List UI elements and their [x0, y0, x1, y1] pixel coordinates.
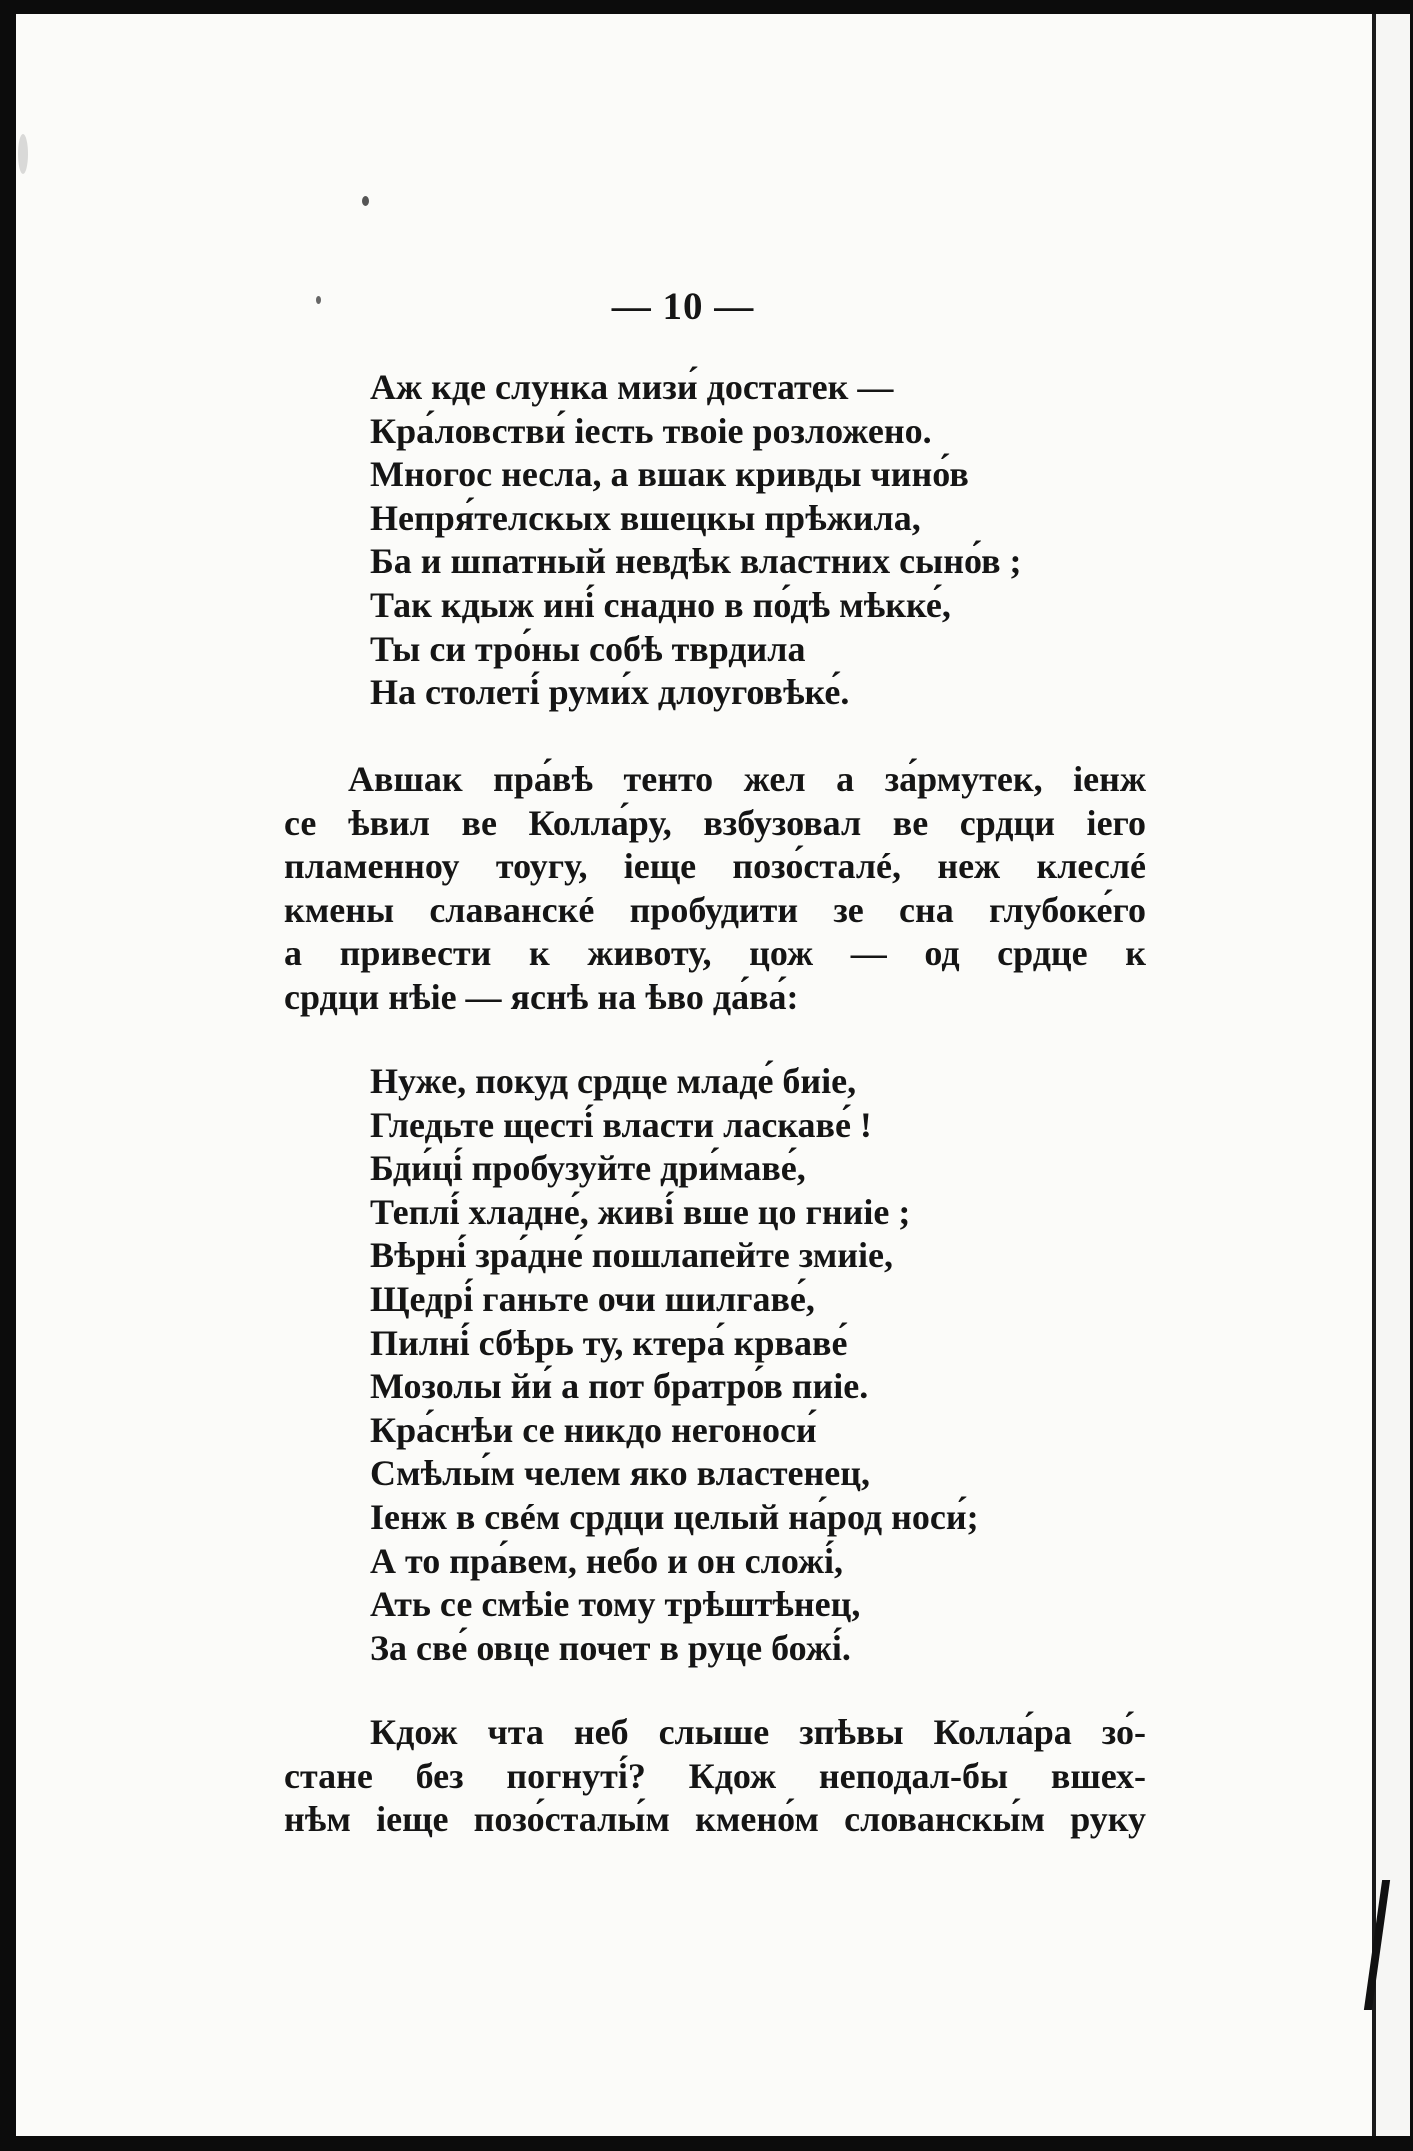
verse-line: Пилні́ сбѣрь ту, ктера́ крваве́ [370, 1322, 848, 1363]
verse-line: Непря́телскых вшецкы прѣжила, [370, 497, 921, 538]
verse-line: Ба и шпатный невдѣк властних сыно́в ; [370, 541, 1022, 582]
page-number: — 10 — [611, 285, 755, 328]
verse-line: Гледьте щесті́ власти ласкаве́ ! [370, 1104, 872, 1145]
prose-line: стане без погнуті́? Кдож неподал-бы вшех- [284, 1755, 1146, 1796]
verse-line: Аж кде слунка мизи́ достатек — [370, 367, 894, 407]
verse-line: Ать се смѣіе тому трѣштѣнец, [370, 1584, 861, 1625]
ink-speck [362, 196, 369, 206]
verse-line: Вѣрні́ зра́дне́ пошлапейте змиіе, [370, 1235, 893, 1276]
verse-line: Так кдыж ині́ снадно в по́дѣ мѣкке́, [370, 584, 951, 625]
adjacent-page-edge [1374, 14, 1410, 2136]
verse-line: Смѣлы́м челем яко властенец, [370, 1453, 870, 1494]
prose-line: Кдож чта неб слыше зпѣвы Колла́ра зо́- [370, 1712, 1146, 1752]
page-border [1372, 14, 1376, 2136]
verse-line: Кра́ловстви́ іесть твоіе розложено. [370, 410, 932, 451]
prose-line: срдци нѣіе — яснѣ на ѣво да́ва́: [284, 976, 799, 1017]
verse-line: Кра́снѣи се никдо негоноси́ [370, 1409, 817, 1450]
verse-line: Многос несла, а вшак кривды чино́в [370, 454, 969, 495]
prose-line: нѣм іеще позо́сталы́м кмено́м слованскы́м руку [284, 1799, 1146, 1840]
prose-line: пламенноу тоугу, іеще позо́сталé, неж клеслé [284, 846, 1146, 887]
scan-border [0, 2136, 1413, 2151]
scanned-page [16, 14, 1374, 2136]
prose-line: се ѣвил ве Колла́ру, взбузовал ве срдци іего [284, 802, 1146, 843]
prose-paragraph-2 [284, 1711, 1146, 1842]
verse-line: Ты си тро́ны собѣ тврдила [370, 628, 806, 669]
verse-line: Щедрі́ ганьте очи шилгаве́, [370, 1278, 815, 1319]
verse-line: На столеті́ руми́х длоуговѣке́. [370, 672, 850, 713]
prose-line: Авшак пра́вѣ тенто жел а за́рмутек, іенж [348, 759, 1146, 799]
verse-line: Бди́ці́ пробузуйте дри́маве́, [370, 1148, 806, 1189]
verse-line: Мозолы йи́ а пот братро́в пиіе. [370, 1366, 869, 1407]
verse-line: Теплі́ хладне́, живі́ вше цо гниіе ; [370, 1191, 911, 1232]
verse-line: А то пра́вем, небо и он сложі́, [370, 1540, 844, 1581]
prose-line: а привести к животу, цож — од срдце к [284, 933, 1146, 974]
prose-paragraph-1 [284, 758, 1146, 1020]
prose-line: кмены славанскé пробудити зе сна глубоке́го [284, 889, 1146, 930]
verse-line: Нуже, покуд срдце младе́ биіе, [370, 1061, 857, 1101]
verse-line: Іенж в свéм срдци целый на́род носи́; [370, 1496, 979, 1537]
verse-line: За све́ овце почет в руце божі́. [370, 1627, 851, 1668]
verse-stanza-1 [370, 366, 1170, 715]
scan-smudge [18, 134, 28, 174]
verse-stanza-2 [370, 1060, 1170, 1670]
